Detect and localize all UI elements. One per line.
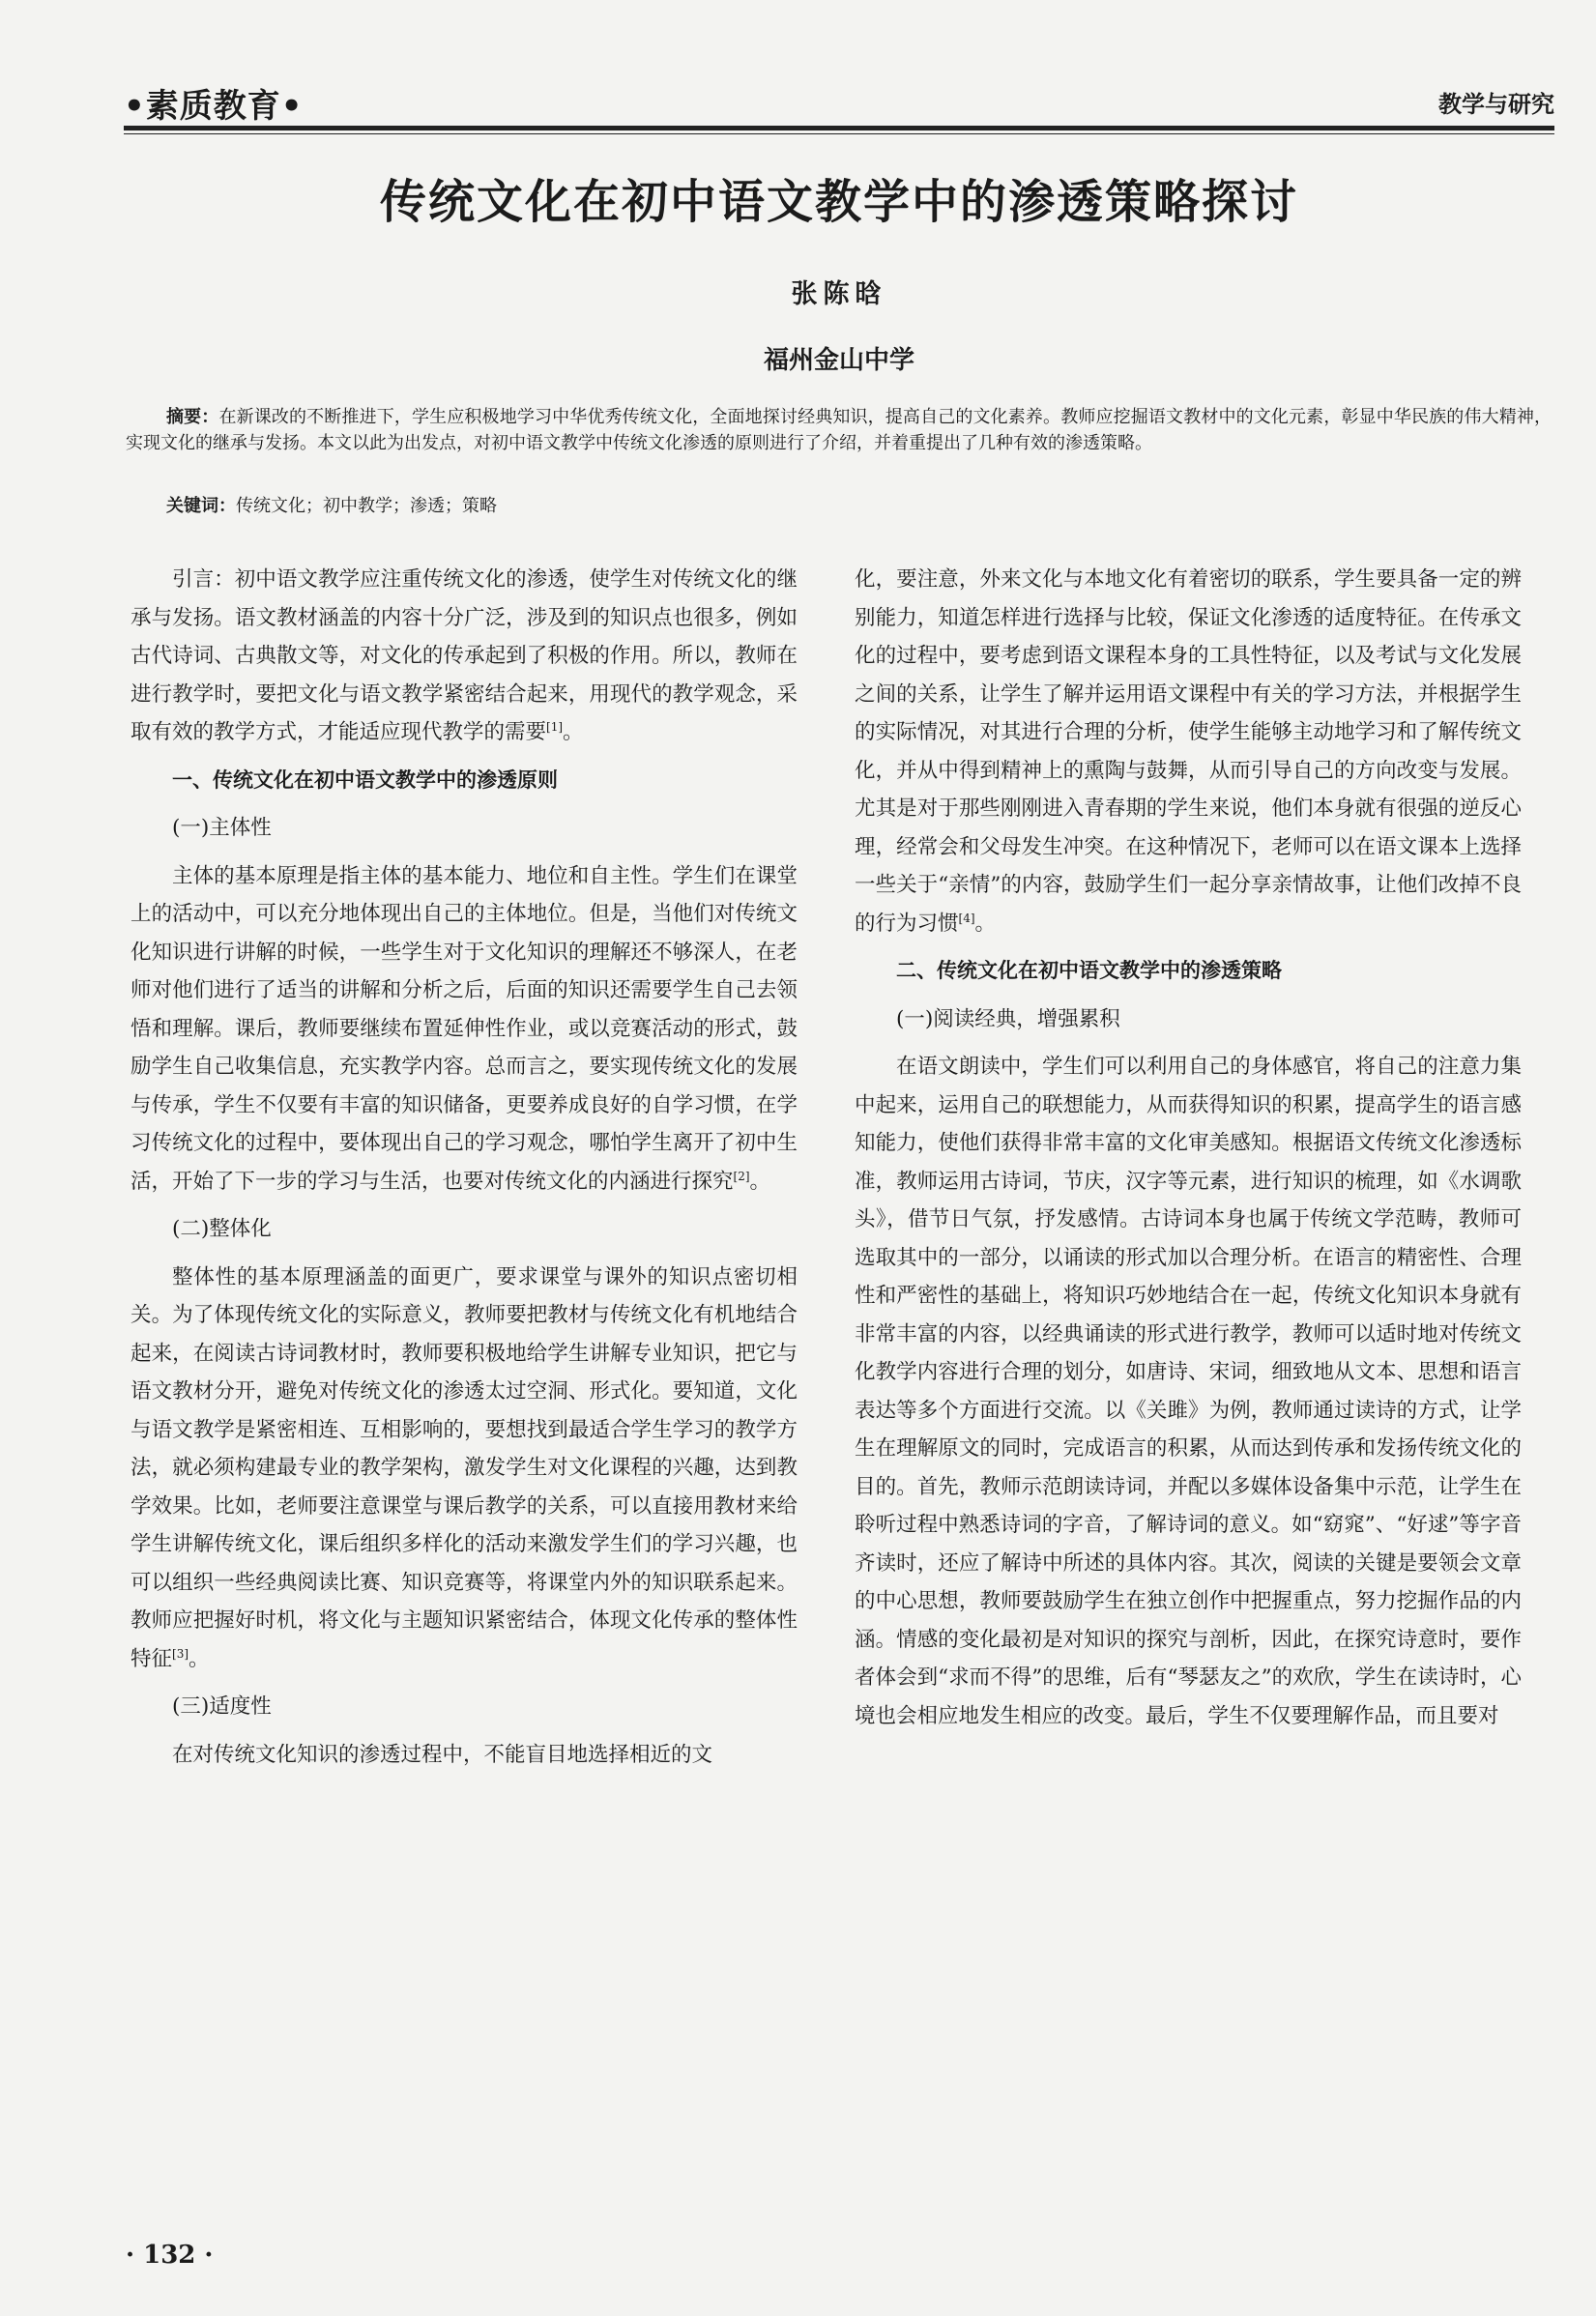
page-number: · 132 · [126, 2241, 214, 2270]
paragraph-moderation-start: 在对传统文化知识的渗透过程中，不能盲目地选择相近的文 [172, 1742, 713, 1767]
keywords-label: 关键词： [166, 496, 236, 516]
abstract [126, 404, 1552, 456]
paragraph-subjectivity [131, 857, 798, 1201]
citation-4: [4] [958, 911, 975, 925]
heading-principles: 一、传统文化在初中语文教学中的渗透原则 [172, 767, 558, 792]
author-name: 张陈晗 [791, 279, 887, 309]
running-header [124, 79, 1554, 130]
body-column-right [855, 561, 1522, 1745]
paragraph-moderation-cont [855, 561, 1522, 942]
intro-end: 。 [563, 720, 584, 744]
moderation-text: 化，要注意，外来文化与本地文化有着密切的联系，学生要具备一定的辨别能力，知道怎样进行选择与比较，保证文化渗透的适度特征。在传承文化的过程中，要考虑到语文课程本身的工具性特征，以及考试与文化发展之间的关系，让学生了解并运用语文课程中有关的学习方法，并根据学生的实际情况，对其进行合理的分析，使学生能够主动地学习和了解传统文化，并从中得到精神上的熏陶与鼓舞，从而引导自己的方向改变与发展。尤其是对于那些刚刚进入青春期的学生来说，他们本身就有很强的逆反心理，经常会和父母发生冲突。在这种情况下，老师可以在语文课本上选择一些关于“亲情”的内容，鼓励学生们一起分享亲情故事，让他们改掉不良的行为习惯 [855, 567, 1522, 936]
intro-text: 引言：初中语文教学应注重传统文化的渗透，使学生对传统文化的继承与发扬。语文教材涵盖的内容十分广泛，涉及到的知识点也很多，例如古代诗词、古典散文等，对文化的传承起到了积极的作用。所以，教师在进行教学时，要把文化与语文教学紧密结合起来，用现代的教学观念，采取有效的教学方式，才能适应现代教学的需要 [131, 567, 798, 744]
integration-end: 。 [189, 1646, 210, 1671]
header-rule-thin [124, 133, 1554, 134]
abstract-label: 摘要： [166, 407, 219, 427]
subheading-integration: (二)整体化 [172, 1217, 272, 1241]
citation-1: [1] [546, 719, 564, 734]
journal-label: 教学与研究 [1438, 91, 1554, 118]
subjectivity-text: 主体的基本原理是指主体的基本能力、地位和自主性。学生们在课堂上的活动中，可以充分地体现出自己的主体地位。但是，当他们对传统文化知识进行讲解的时候，一些学生对于文化知识的理解还不够深人，在老师对他们进行了适当的讲解和分析之后，后面的知识还需要学生自己去领悟和理解。课后，教师要继续布置延伸性作业，或以竞赛活动的形式，鼓励学生自己收集信息，充实教学内容。总而言之，要实现传统文化的发展与传承，学生不仅要有丰富的知识储备，更要养成良好的自学习惯，在学习传统文化的过程中，要体现出自己的学习观念，哪怕学生离开了初中生活，开始了下一步的学习与生活，也要对传统文化的内涵进行探究 [131, 863, 798, 1194]
keywords-text: 传统文化；初中教学；渗透；策略 [236, 496, 497, 516]
subheading-subjectivity: (一)主体性 [172, 816, 272, 840]
keywords [166, 493, 1539, 519]
paragraph-integration [131, 1259, 798, 1679]
intro-paragraph [131, 561, 798, 752]
citation-2: [2] [733, 1169, 750, 1183]
integration-text: 整体性的基本原理涵盖的面更广，要求课堂与课外的知识点密切相关。为了体现传统文化的实际意义，教师要把教材与传统文化有机地结合起来，在阅读古诗词教材时，教师要积极地给学生讲解专业知识，把它与语文教材分开，避免对传统文化的渗透太过空洞、形式化。要知道，文化与语文教学是紧密相连、互相影响的，要想找到最适合学生学习的教学方法，就必须构建最专业的教学架构，激发学生对文化课程的兴趣，达到教学效果。比如，老师要注意课堂与课后教学的关系，可以直接用教材来给学生讲解传统文化，课后组织多样化的活动来激发学生们的学习兴趣，也可以组织一些经典阅读比赛、知识竞赛等，将课堂内外的知识联系起来。教师应把握好时机，将文化与主题知识紧密结合，体现文化传承的整体性特征 [131, 1264, 798, 1671]
abstract-text: 在新课改的不断推进下，学生应积极地学习中华优秀传统文化，全面地探讨经典知识，提高自己的文化素养。教师应挖掘语文教材中的文化元素，彰显中华民族的伟大精神，实现文化的继承与发扬。本文以此为出发点，对初中语文教学中传统文化渗透的原则进行了介绍，并着重提出了几种有效的渗透策略。 [126, 407, 1552, 453]
paragraph-reading-classics: 在语文朗读中，学生们可以利用自己的身体感官，将自己的注意力集中起来，运用自己的联想能力，从而获得知识的积累，提高学生的语言感知能力，使他们获得非常丰富的文化审美感知。根据语文传统文化渗透标准，教师运用古诗词，节庆，汉字等元素，进行知识的梳理，如《水调歌头》，借节日气氛，抒发感情。古诗词本身也属于传统文学范畴，教师可选取其中的一部分，以诵读的形式加以合理分析。在语言的精密性、合理性和严密性的基础上，将知识巧妙地结合在一起，传统文化知识本身就有非常丰富的内容，以经典诵读的形式进行教学，教师可以适时地对传统文化教学内容进行合理的划分，如唐诗、宋词，细致地从文本、思想和语言表达等多个方面进行交流。以《关雎》为例，教师通过读诗的方式，让学生在理解原文的同时，完成语言的积累，从而达到传承和发扬传统文化的目的。首先，教师示范朗读诗词，并配以多媒体设备集中示范，让学生在聆听过程中熟悉诗词的字音，了解诗词的意义。如“窈窕”、“好逑”等字音齐读时，还应了解诗中所述的具体内容。其次，阅读的关键是要领会文章的中心思想，教师要鼓励学生在独立创作中把握重点，努力挖掘作品的内涵。情感的变化最初是对知识的探究与剖析，因此，在探究诗意时，要作者体会到“求而不得”的思维，后有“琴瑟友之”的欢欣，学生在读诗时，心境也会相应地发生相应的改变。最后，学生不仅要理解作品，而且要对 [855, 1055, 1522, 1728]
moderation-end: 。 [974, 911, 997, 936]
section-label: •素质教育• [124, 87, 304, 126]
subjectivity-end: 。 [749, 1169, 771, 1194]
citation-3: [3] [172, 1646, 189, 1661]
body-column-left [131, 561, 798, 1783]
author-affiliation: 福州金山中学 [763, 346, 914, 375]
subheading-moderation: (三)适度性 [172, 1694, 272, 1719]
article-title: 传统文化在初中语文教学中的渗透策略探讨 [379, 175, 1298, 229]
heading-strategies: 二、传统文化在初中语文教学中的渗透策略 [896, 959, 1282, 982]
header-rule-thick [124, 126, 1554, 130]
subheading-reading-classics: (一)阅读经典，增强累积 [896, 1006, 1120, 1031]
